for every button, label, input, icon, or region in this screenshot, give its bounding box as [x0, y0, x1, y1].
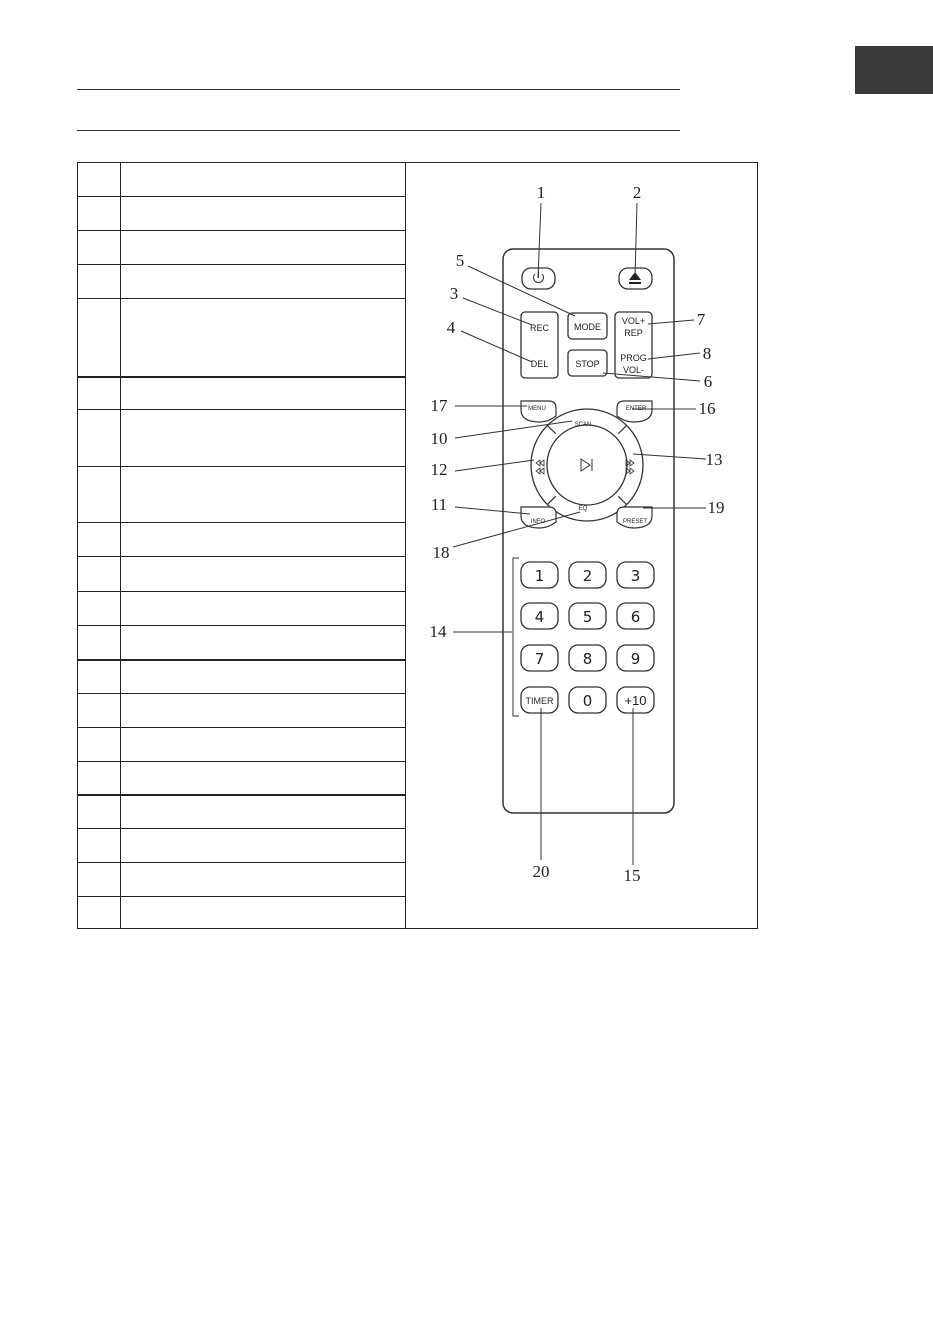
stop-label: STOP — [575, 359, 600, 369]
del-label: DEL — [530, 359, 549, 369]
vol-minus-label: VOL- — [622, 365, 645, 375]
key-2-label: 2 — [582, 567, 593, 585]
key-9-label: 9 — [630, 650, 641, 668]
preset-label: PRESET — [622, 519, 648, 525]
callout-3: 3 — [449, 284, 459, 303]
callout-6: 6 — [703, 372, 713, 391]
vol-plus-label: VOL+ — [621, 316, 646, 326]
callout-8: 8 — [702, 344, 712, 363]
plus10-label: +10 — [624, 693, 647, 708]
enter-label: ENTER — [625, 406, 647, 412]
callout-15: 15 — [623, 866, 641, 885]
callout-12: 12 — [430, 460, 448, 479]
info-label: INFO — [530, 519, 546, 525]
callout-14: 14 — [429, 622, 447, 641]
play-pause-button — [547, 425, 627, 505]
callout-1: 1 — [536, 183, 546, 202]
scan-label: SCAN — [574, 422, 592, 428]
key-5-label: 5 — [582, 608, 593, 626]
menu-label: MENU — [528, 406, 546, 412]
callout-20: 20 — [532, 862, 550, 881]
callout-10: 10 — [430, 429, 448, 448]
prog-label: PROG — [620, 353, 647, 363]
callout-17: 17 — [430, 396, 448, 415]
rec-label: REC — [529, 323, 550, 333]
callout-2: 2 — [632, 183, 642, 202]
callout-18: 18 — [432, 543, 450, 562]
rep-label: REP — [624, 328, 643, 338]
key-3-label: 3 — [630, 567, 641, 585]
callout-5: 5 — [455, 251, 465, 270]
key-0-label: 0 — [582, 692, 593, 710]
key-7-label: 7 — [534, 650, 545, 668]
key-6-label: 6 — [630, 608, 641, 626]
key-4-label: 4 — [534, 608, 545, 626]
callout-19: 19 — [707, 498, 725, 517]
mode-label: MODE — [574, 322, 601, 332]
timer-label: TIMER — [525, 696, 554, 706]
key-1-label: 1 — [534, 567, 545, 585]
eq-label: EQ — [578, 506, 588, 512]
callout-11: 11 — [430, 495, 448, 514]
callout-7: 7 — [696, 310, 706, 329]
callout-16: 16 — [698, 399, 716, 418]
callout-13: 13 — [705, 450, 723, 469]
callout-4: 4 — [446, 318, 456, 337]
key-8-label: 8 — [582, 650, 593, 668]
